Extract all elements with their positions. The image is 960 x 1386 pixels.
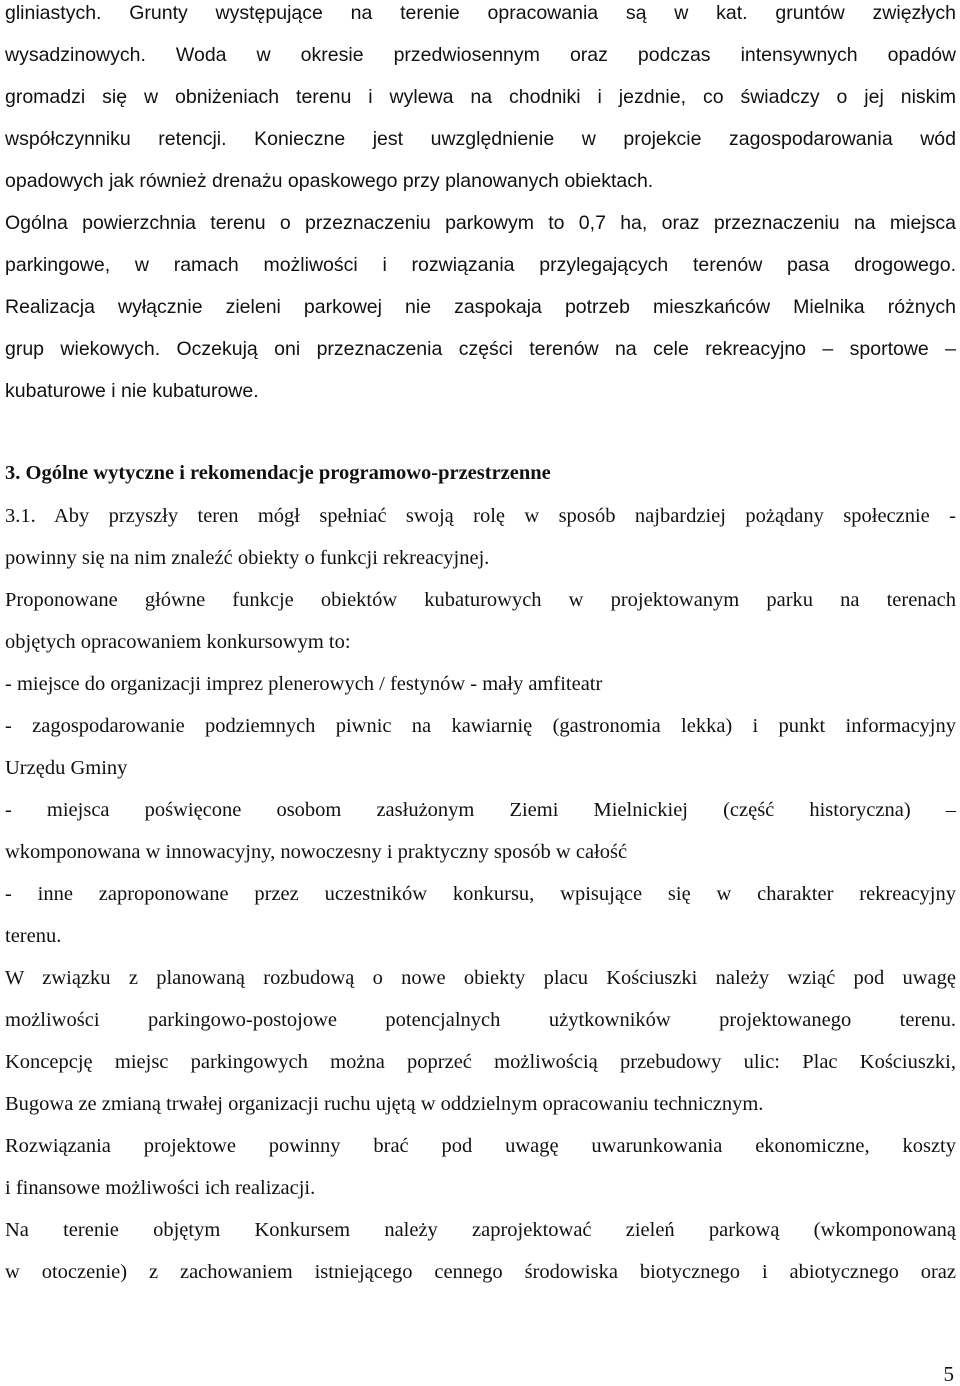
text-line: powinny się na nim znaleźć obiekty o funkcji rekreacyjnej. [5, 547, 490, 569]
section-heading: 3. Ogólne wytyczne i rekomendacje programowo-przestrzenne [5, 462, 551, 484]
text-line: gromadzi się w obniżeniach terenu i wylewa na chodniki i jezdnie, co świadczy o jej niskim [5, 86, 956, 108]
text-line: Ogólna powierzchnia terenu o przeznaczeniu parkowym to 0,7 ha, oraz przeznaczeniu na miejsca [5, 212, 956, 234]
text-line: Na terenie objętym Konkursem należy zaprojektować zieleń parkową (wkomponowaną [5, 1219, 956, 1241]
text-line: 3.1. Aby przyszły teren mógł spełniać swoją rolę w sposób najbardziej pożądany społecznie - [5, 505, 956, 527]
text-line: wkomponowana w innowacyjny, nowoczesny i praktyczny sposób w całość [5, 841, 628, 863]
text-line: Urzędu Gminy [5, 757, 128, 779]
text-line: objętych opracowaniem konkursowym to: [5, 631, 351, 653]
text-line: Realizacja wyłącznie zieleni parkowej nie zaspokaja potrzeb mieszkańców Mielnika różnych [5, 296, 956, 318]
text-line: możliwości parkingowo-postojowe potencjalnych użytkowników projektowanego terenu. [5, 1009, 956, 1031]
text-line: Bugowa ze zmianą trwałej organizacji ruchu ujętą w oddzielnym opracowaniu technicznym. [5, 1093, 764, 1115]
text-line: - miejsca poświęcone osobom zasłużonym Ziemi Mielnickiej (część historyczna) – [5, 799, 956, 821]
page-number: 5 [943, 1362, 954, 1386]
text-line: Proponowane główne funkcje obiektów kubaturowych w projektowanym parku na terenach [5, 589, 956, 611]
text-line: współczynniku retencji. Konieczne jest uwzględnienie w projekcie zagospodarowania wód [5, 128, 956, 150]
text-line: w otoczenie) z zachowaniem istniejącego cennego środowiska biotycznego i abiotycznego oraz [5, 1261, 956, 1283]
text-line: - inne zaproponowane przez uczestników konkursu, wpisujące się w charakter rekreacyjny [5, 883, 956, 905]
text-line: grup wiekowych. Oczekują oni przeznaczenia części terenów na cele rekreacyjno – sportowe – [5, 338, 956, 360]
text-line: parkingowe, w ramach możliwości i rozwiązania przylegających terenów pasa drogowego. [5, 254, 956, 276]
text-line: - zagospodarowanie podziemnych piwnic na kawiarnię (gastronomia lekka) i punkt informacyjny [5, 715, 956, 737]
text-line: Koncepcję miejsc parkingowych można poprzeć możliwością przebudowy ulic: Plac Kościuszki, [5, 1051, 956, 1073]
text-line: opadowych jak również drenażu opaskowego przy planowanych obiektach. [5, 170, 654, 192]
text-line: i finansowe możliwości ich realizacji. [5, 1177, 316, 1199]
text-line: - miejsce do organizacji imprez plenerowych / festynów - mały amfiteatr [5, 673, 603, 695]
text-line: Rozwiązania projektowe powinny brać pod uwagę uwarunkowania ekonomiczne, koszty [5, 1135, 956, 1157]
text-line: W związku z planowaną rozbudową o nowe obiekty placu Kościuszki należy wziąć pod uwagę [5, 967, 956, 989]
text-line: kubaturowe i nie kubaturowe. [5, 380, 259, 402]
text-line: wysadzinowych. Woda w okresie przedwiosennym oraz podczas intensywnych opadów [5, 44, 956, 66]
text-line: terenu. [5, 925, 62, 947]
text-line: gliniastych. Grunty występujące na terenie opracowania są w kat. gruntów zwięzłych [5, 2, 956, 24]
